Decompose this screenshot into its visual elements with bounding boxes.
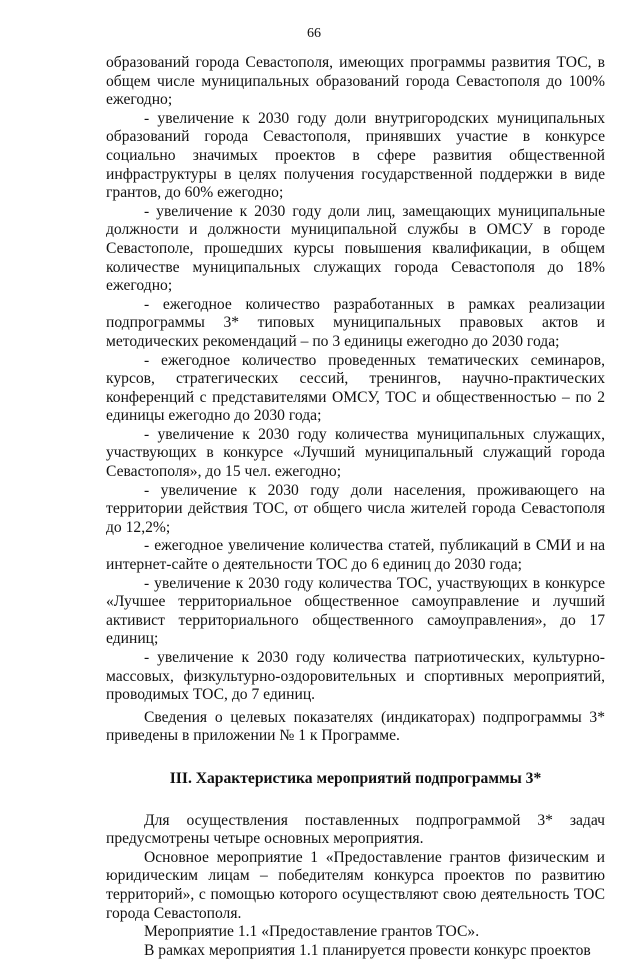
list-item: - увеличение к 2030 году количества муниципальных служащих, участвующих в конкурсе «Лучший муниципальный служащий города Севастополя», до 15 чел. ежегодно; bbox=[106, 425, 605, 481]
page-number: 66 bbox=[307, 26, 321, 41]
paragraph: В рамках мероприятия 1.1 планируется провести конкурс проектов bbox=[144, 941, 591, 959]
list-item: - увеличение к 2030 году доли внутригородских муниципальных образований города Севастополя, принявших участие в конкурсе социально значимых проектов в сфере развития общественной инфраструктуры в целях получения государственной поддержки в виде грантов, до 60% ежегодно; bbox=[106, 109, 605, 202]
document-body bbox=[106, 54, 605, 960]
paragraph: образований города Севастополя, имеющих программы развития ТОС, в общем числе муниципальных образований города Севастополя до 100% ежегодно; bbox=[106, 54, 605, 109]
list-item: - ежегодное увеличение количества статей, публикаций в СМИ и на интернет-сайте о деятельности ТОС до 6 единиц до 2030 года; bbox=[106, 537, 605, 574]
list-item: - увеличение к 2030 году количества ТОС, участвующих в конкурсе «Лучшее территориальное общественное самоуправление и лучший активист территориального общественного самоуправления», до 17 единиц; bbox=[106, 574, 605, 648]
paragraph: Сведения о целевых показателях (индикаторах) подпрограммы 3* приведены в приложении № 1 к Программе. bbox=[106, 708, 605, 745]
paragraph: Мероприятие 1.1 «Предоставление грантов ТОС». bbox=[144, 923, 480, 941]
paragraph: Основное мероприятие 1 «Предоставление грантов физическим и юридическим лицам – победителям конкурса проектов по развитию территорий», с помощью которого осуществляют свою деятельность ТОС города Севастополя. bbox=[106, 848, 605, 922]
section-heading: III. Характеристика мероприятий подпрограммы 3* bbox=[169, 769, 542, 787]
list-item: - увеличение к 2030 году доли населения, проживающего на территории действия ТОС, от общего числа жителей города Севастополя до 12,2%; bbox=[106, 481, 605, 536]
list-item: - увеличение к 2030 году количества патриотических, культурно-массовых, физкультурно-оздоровительных и спортивных мероприятий, проводимых ТОС, до 7 единиц. bbox=[106, 649, 605, 704]
paragraph: Для осуществления поставленных подпрограммой 3* задач предусмотрены четыре основных мероприятия. bbox=[106, 811, 605, 848]
list-item: - ежегодное количество разработанных в рамках реализации подпрограммы 3* типовых муниципальных правовых актов и методических рекомендаций – по 3 единицы ежегодно до 2030 года; bbox=[106, 295, 605, 350]
list-item: - ежегодное количество проведенных тематических семинаров, курсов, стратегических сессий, тренингов, научно-практических конференций с представителями ОМСУ, ТОС и общественностью – по 2 единицы ежегодно до 2030 года; bbox=[106, 351, 605, 425]
list-item: - увеличение к 2030 году доли лиц, замещающих муниципальные должности и должности муниципальной службы в ОМСУ в городе Севастополе, прошедших курсы повышения квалификации, в общем количестве муниципальных служащих города Севастополя до 18% ежегодно; bbox=[106, 202, 605, 295]
